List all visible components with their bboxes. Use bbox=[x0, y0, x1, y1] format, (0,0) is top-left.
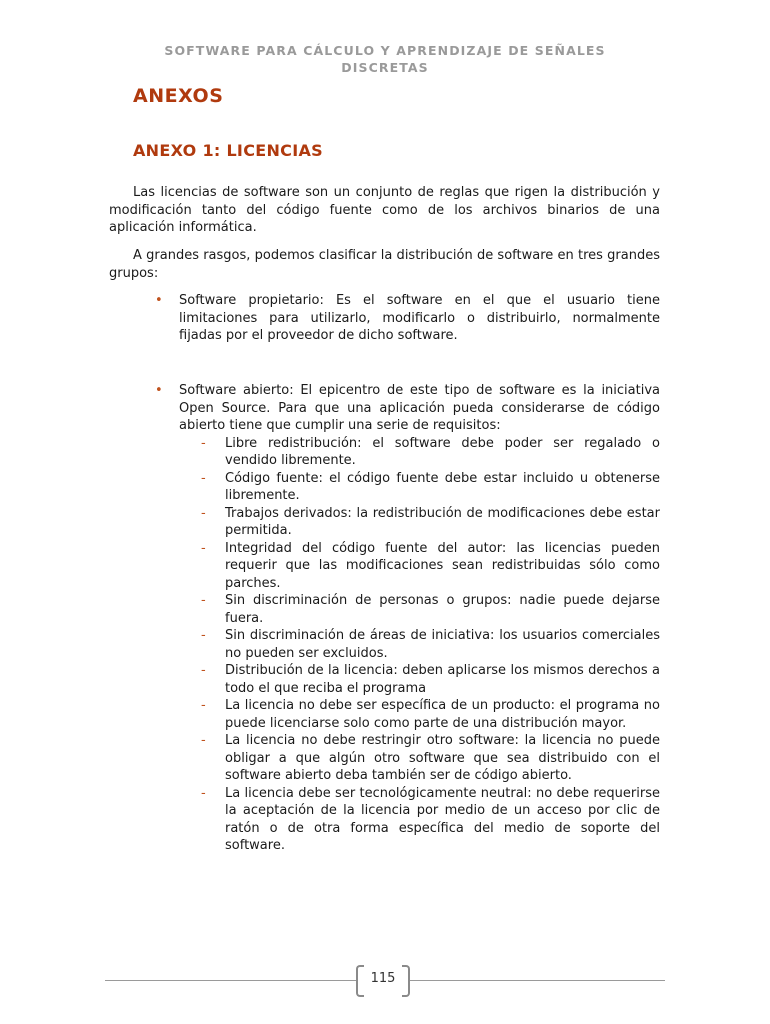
requirement-text: La licencia debe ser tecnológicamente neutral: no debe requerirse la aceptación de la licencia por medio de un acceso por clic de ratón o de otra forma específica del medio de soporte del software. bbox=[225, 785, 660, 853]
requirement-text: Sin discriminación de personas o grupos: nadie puede dejarse fuera. bbox=[225, 593, 660, 626]
bullet-proprietary bbox=[155, 292, 660, 345]
list-item bbox=[201, 470, 660, 505]
list-item bbox=[201, 540, 660, 593]
dash-icon: - bbox=[201, 785, 206, 801]
running-header: SOFTWARE PARA CÁLCULO Y APRENDIZAJE DE SEÑALES DISCRETAS bbox=[164, 43, 606, 75]
bullet-open-source bbox=[155, 382, 660, 855]
section-heading: ANEXOS bbox=[133, 85, 224, 107]
dash-icon: - bbox=[201, 593, 206, 608]
list-item bbox=[201, 592, 660, 627]
requirement-text: Integridad del código fuente del autor: las licencias pueden requerir que las modificaciones sean redistribuidas sólo como parches. bbox=[225, 540, 660, 591]
intro-paragraph: Las licencias de software son un conjunto de reglas que rigen la distribución y modificación tanto del código fuente como de los archivos binarios de una aplicación informática. bbox=[109, 185, 660, 235]
requirement-text: Sin discriminación de áreas de iniciativa: los usuarios comerciales no pueden ser excluidos. bbox=[225, 628, 660, 661]
list-item bbox=[201, 435, 660, 470]
bullet-icon: • bbox=[155, 293, 163, 308]
list-item bbox=[201, 627, 660, 662]
list-item bbox=[201, 697, 660, 732]
subsection-heading: ANEXO 1: LICENCIAS bbox=[133, 141, 323, 160]
dash-icon: - bbox=[201, 540, 206, 556]
bullet-open-source-text: Software abierto: El epicentro de este tipo de software es la iniciativa Open Source. Para que una aplicación pueda considerarse de código abierto tiene que cumplir una serie de requisitos: bbox=[179, 383, 660, 433]
bullet-proprietary-text: Software propietario: Es el software en el que el usuario tiene limitaciones para utilizarlo, modificarlo o distribuirlo, normalmente fijadas por el proveedor de dicho software. bbox=[179, 293, 660, 343]
list-item bbox=[201, 662, 660, 697]
requirement-text: La licencia no debe ser específica de un producto: el programa no puede licenciarse solo como parte de una distribución mayor. bbox=[225, 698, 660, 731]
requirements-list bbox=[201, 435, 660, 855]
requirement-text: Trabajos derivados: la redistribución de modificaciones debe estar permitida. bbox=[225, 505, 660, 538]
footer-rule-right bbox=[410, 980, 665, 981]
list-item bbox=[201, 785, 660, 855]
list-item bbox=[201, 732, 660, 785]
list-item bbox=[201, 505, 660, 540]
requirement-text: Libre redistribución: el software debe poder ser regalado o vendido libremente. bbox=[225, 435, 660, 468]
dash-icon: - bbox=[201, 733, 206, 748]
page-number: 115 bbox=[370, 971, 396, 986]
dash-icon: - bbox=[201, 470, 206, 486]
dash-icon: - bbox=[201, 505, 206, 521]
page-number-box bbox=[356, 965, 410, 995]
dash-icon: - bbox=[201, 435, 206, 451]
bullet-icon: • bbox=[155, 383, 163, 398]
requirement-text: Código fuente: el código fuente debe estar incluido u obtenerse libremente. bbox=[225, 470, 660, 503]
requirement-text: La licencia no debe restringir otro software: la licencia no puede obligar a que algún otro software que sea distribuido con el software abierto deba también ser de código abierto. bbox=[225, 733, 660, 783]
footer-rule-left bbox=[105, 980, 356, 981]
dash-icon: - bbox=[201, 698, 206, 713]
dash-icon: - bbox=[201, 628, 206, 643]
requirement-text: Distribución de la licencia: deben aplicarse los mismos derechos a todo el que reciba el programa bbox=[225, 663, 660, 696]
dash-icon: - bbox=[201, 663, 206, 678]
classification-paragraph: A grandes rasgos, podemos clasificar la distribución de software en tres grandes grupos: bbox=[109, 248, 660, 281]
